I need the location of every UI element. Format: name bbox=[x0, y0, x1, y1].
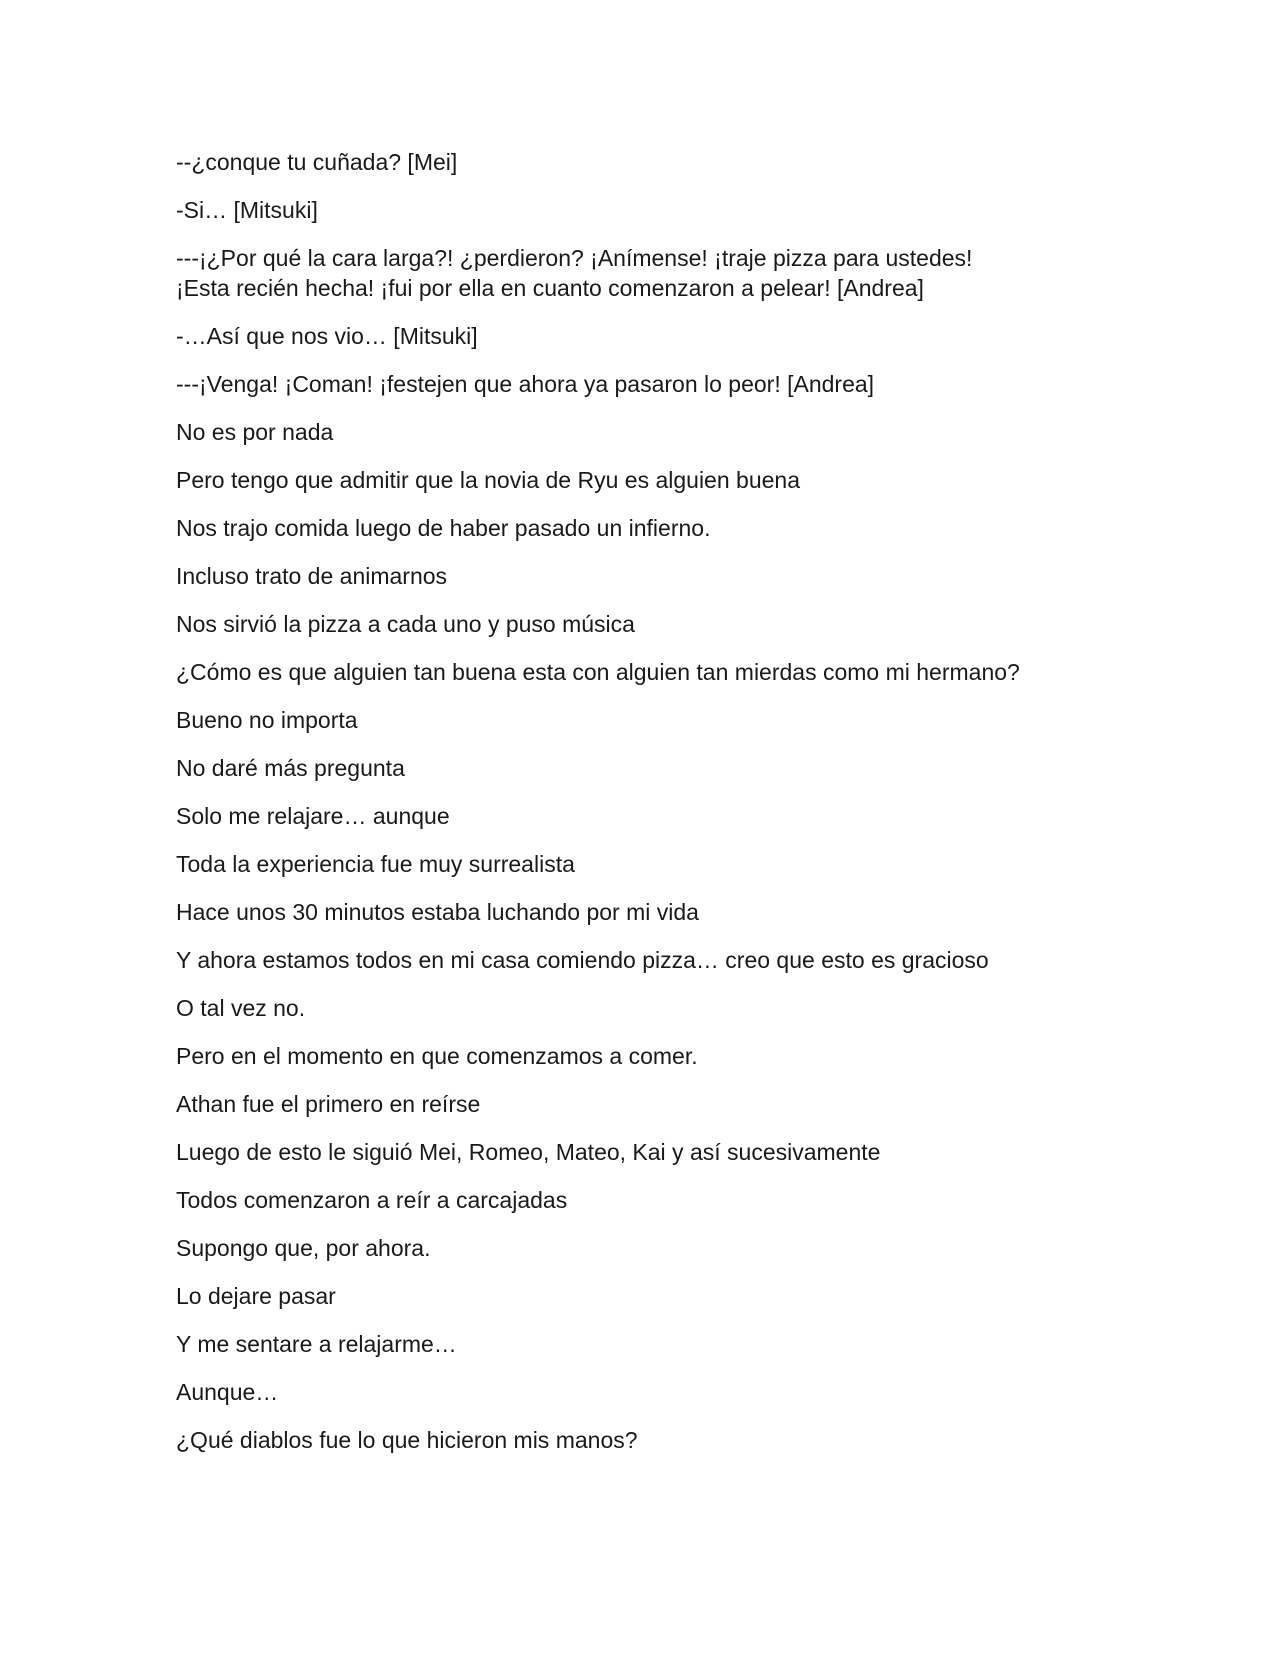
paragraph: Toda la experiencia fue muy surrealista bbox=[176, 851, 575, 877]
paragraph: Y ahora estamos todos en mi casa comiendo pizza… creo que esto es gracioso bbox=[176, 947, 989, 973]
paragraph: Lo dejare pasar bbox=[176, 1283, 336, 1309]
document-body bbox=[176, 147, 1116, 1473]
paragraph: Hace unos 30 minutos estaba luchando por mi vida bbox=[176, 899, 699, 925]
paragraph: ¿Cómo es que alguien tan buena esta con alguien tan mierdas como mi hermano? bbox=[176, 659, 1020, 685]
paragraph: Todos comenzaron a reír a carcajadas bbox=[176, 1187, 568, 1213]
paragraph: Y me sentare a relajarme… bbox=[176, 1331, 457, 1357]
paragraph: Solo me relajare… aunque bbox=[176, 803, 450, 829]
paragraph: ---¡Venga! ¡Coman! ¡festejen que ahora ya pasaron lo peor! [Andrea] bbox=[176, 371, 875, 397]
paragraph: ¿Qué diablos fue lo que hicieron mis manos? bbox=[176, 1427, 638, 1453]
paragraph: ---¡¿Por qué la cara larga?! ¿perdieron? ¡Anímense! ¡traje pizza para ustedes! ¡Esta recién hecha! ¡fui por ella en cuanto comenzaron a pelear! [Andrea] bbox=[176, 245, 973, 301]
paragraph: Pero en el momento en que comenzamos a comer. bbox=[176, 1043, 698, 1069]
paragraph: --¿conque tu cuñada? [Mei] bbox=[176, 149, 458, 175]
paragraph: No es por nada bbox=[176, 419, 334, 445]
paragraph: Pero tengo que admitir que la novia de Ryu es alguien buena bbox=[176, 467, 800, 493]
paragraph: Incluso trato de animarnos bbox=[176, 563, 448, 589]
paragraph: O tal vez no. bbox=[176, 995, 306, 1021]
paragraph: Luego de esto le siguió Mei, Romeo, Mateo, Kai y así sucesivamente bbox=[176, 1139, 881, 1165]
paragraph: Supongo que, por ahora. bbox=[176, 1235, 431, 1261]
paragraph: Aunque… bbox=[176, 1379, 279, 1405]
paragraph: -Si… [Mitsuki] bbox=[176, 197, 318, 223]
paragraph: No daré más pregunta bbox=[176, 755, 405, 781]
paragraph: Bueno no importa bbox=[176, 707, 358, 733]
paragraph: Nos sirvió la pizza a cada uno y puso música bbox=[176, 611, 635, 637]
paragraph: -…Así que nos vio… [Mitsuki] bbox=[176, 323, 478, 349]
paragraph: Athan fue el primero en reírse bbox=[176, 1091, 481, 1117]
paragraph: Nos trajo comida luego de haber pasado un infierno. bbox=[176, 515, 711, 541]
